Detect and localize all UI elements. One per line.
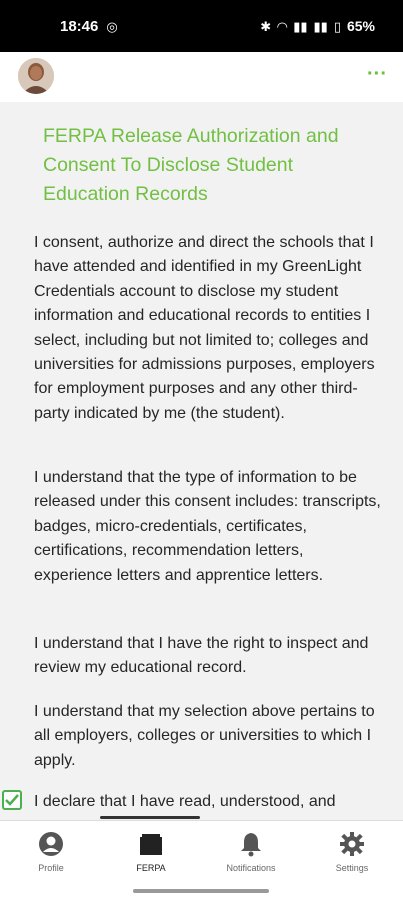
nav-item-notifications[interactable] — [211, 831, 291, 891]
avatar-image — [18, 58, 54, 94]
nav-item-profile[interactable] — [11, 831, 91, 891]
folder-icon — [138, 831, 164, 857]
status-left — [60, 18, 118, 35]
nav-item-ferpa[interactable] — [111, 831, 191, 891]
battery-icon: ▯ — [333, 18, 341, 34]
nav-item-settings[interactable] — [312, 831, 392, 891]
nav-label-settings: Settings — [335, 863, 369, 873]
gear-icon — [339, 831, 365, 857]
app-header — [0, 52, 403, 102]
consent-row[interactable] — [0, 790, 403, 820]
scroll-indicator — [100, 816, 200, 819]
status-right — [260, 18, 375, 34]
nav-label-notifications: Notifications — [226, 863, 276, 873]
profile-icon — [38, 831, 64, 857]
paragraph-info-types: I understand that the type of information to be released under this consent includes: transcripts, badges, micro-credentials, certificates, certifications, recommendation letters, experience letters and apprentice letters. — [34, 469, 381, 584]
bottom-nav — [0, 820, 403, 900]
paragraph-consent: I consent, authorize and direct the schools that I have attended and identified in my GreenLight Credentials account to disclose my student information and educational records to entities I select, including but not limited to; colleges and universities for admissions purposes, employers for employment purposes and any other third-party indicated by me (the student). — [34, 234, 375, 422]
status-bar — [0, 0, 403, 52]
document-content[interactable] — [0, 102, 403, 820]
page-title: FERPA Release Authorization and Consent To Disclose Student Education Records — [43, 125, 339, 205]
consent-label: I declare that I have read, understood, and — [34, 793, 336, 810]
whatsapp-icon: ◎ — [106, 18, 118, 34]
bell-icon — [238, 831, 264, 857]
nav-label-ferpa: FERPA — [136, 863, 166, 873]
check-icon — [4, 792, 20, 808]
paragraph-inspect: I understand that I have the right to inspect and review my educational record. — [34, 635, 369, 677]
more-options-button[interactable] — [365, 64, 389, 88]
avatar[interactable] — [18, 58, 54, 94]
status-time: 18:46 — [60, 17, 99, 35]
more-icon: ··· — [367, 63, 387, 85]
wifi-icon: ◠ — [277, 18, 288, 34]
consent-checkbox[interactable] — [2, 790, 22, 810]
home-indicator[interactable] — [133, 889, 269, 893]
signal-2-icon: ▮▮ — [313, 18, 328, 34]
paragraph-selection: I understand that my selection above pertains to all employers, colleges or universities to which I apply. — [34, 703, 375, 769]
battery-level: 65% — [346, 18, 375, 34]
signal-icon: ▮▮ — [293, 18, 308, 34]
nav-label-profile: Profile — [38, 863, 64, 873]
bluetooth-icon: ✱ — [260, 18, 272, 34]
